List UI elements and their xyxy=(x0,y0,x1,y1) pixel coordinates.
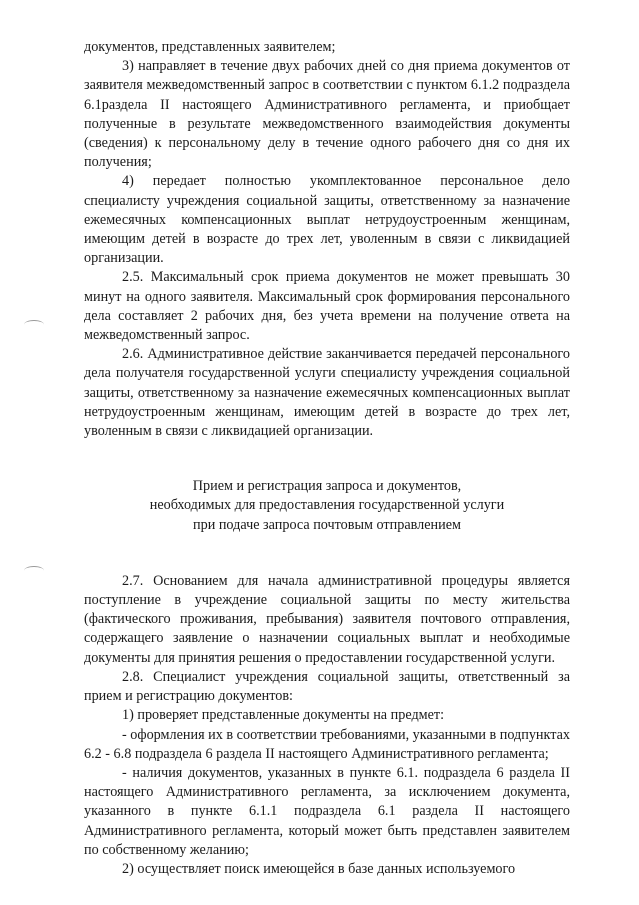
paragraph-item-2: 2) осуществляет поиск имеющейся в базе данных используемого xyxy=(122,860,516,877)
paragraph-2-7: 2.7. Основанием для начала административной процедуры является поступление в учреждение социальной защиты по месту жительства (фактического проживания, пребывания) заявителя почтового отправления, содержащего заявление о назначении социальных выплат и необходимые документы для принятия решения о предоставлении государственной услуги. xyxy=(84,572,570,666)
scan-margin-mark xyxy=(24,566,44,575)
paragraph-subitem-format: - оформления их в соответствии требованиями, указанными в подпунктах 6.2 - 6.8 подраздела 6 раздела II настоящего Административного регламента; xyxy=(84,726,570,762)
scan-margin-mark xyxy=(24,320,44,329)
paragraph-2-5: 2.5. Максимальный срок приема документов не может превышать 30 минут на одного заявителя. Максимальный срок формирования персонального дела составляет 2 рабочих дня, без учета времени на получение ответа на межведомственный запрос. xyxy=(84,269,570,344)
document-body xyxy=(84,38,570,879)
paragraph-item-4: 4) передает полностью укомплектованное персональное дело специалисту учреждения социальной защиты, ответственному за назначение ежемесячных компенсационных выплат нетрудоустроенным женщинам, имеющим детей в возрасте до трех лет, уволенным в связи с ликвидацией организации. xyxy=(84,173,570,267)
paragraph-2-6: 2.6. Административное действие заканчивается передачей персонального дела получателя государственной услуги специалисту учреждения социальной защиты, ответственному за назначение ежемесячных компенсационных выплат нетрудоустроенным женщинам, имеющим детей в возрасте до трех лет, уволенным в связи с ликвидацией организации. xyxy=(84,346,570,440)
paragraph-item-3: 3) направляет в течение двух рабочих дней со дня приема документов от заявителя межведомственный запрос в соответствии с пунктом 6.1.2 подраздела 6.1раздела II настоящего Административного регламента, и приобщает полученные в результате межведомственного взаимодействия документы (сведения) к персональному делу в течение одного рабочего дня со дня их получения; xyxy=(84,58,570,171)
paragraph-2-8: 2.8. Специалист учреждения социальной защиты, ответственный за прием и регистрацию документов: xyxy=(84,668,570,705)
paragraph-item-1: 1) проверяет представленные документы на предмет: xyxy=(122,707,445,724)
paragraph-subitem-presence: - наличия документов, указанных в пункте 6.1. подраздела 6 раздела II настоящего Административного регламента, за исключением документа, указанного в пункте 6.1.1 подраздела 6.1 раздела II настоящего Административного регламента, который может быть представлен заявителем по собственному желанию; xyxy=(84,764,570,858)
section-heading-line: необходимых для предоставления государственной услуги xyxy=(149,497,505,514)
section-heading-line: при подаче запроса почтовым отправлением xyxy=(193,516,461,533)
section-heading-line: Прием и регистрация запроса и документов, xyxy=(192,478,462,495)
section-heading xyxy=(84,477,570,535)
paragraph-continuation: документов, представленных заявителем; xyxy=(84,39,336,55)
